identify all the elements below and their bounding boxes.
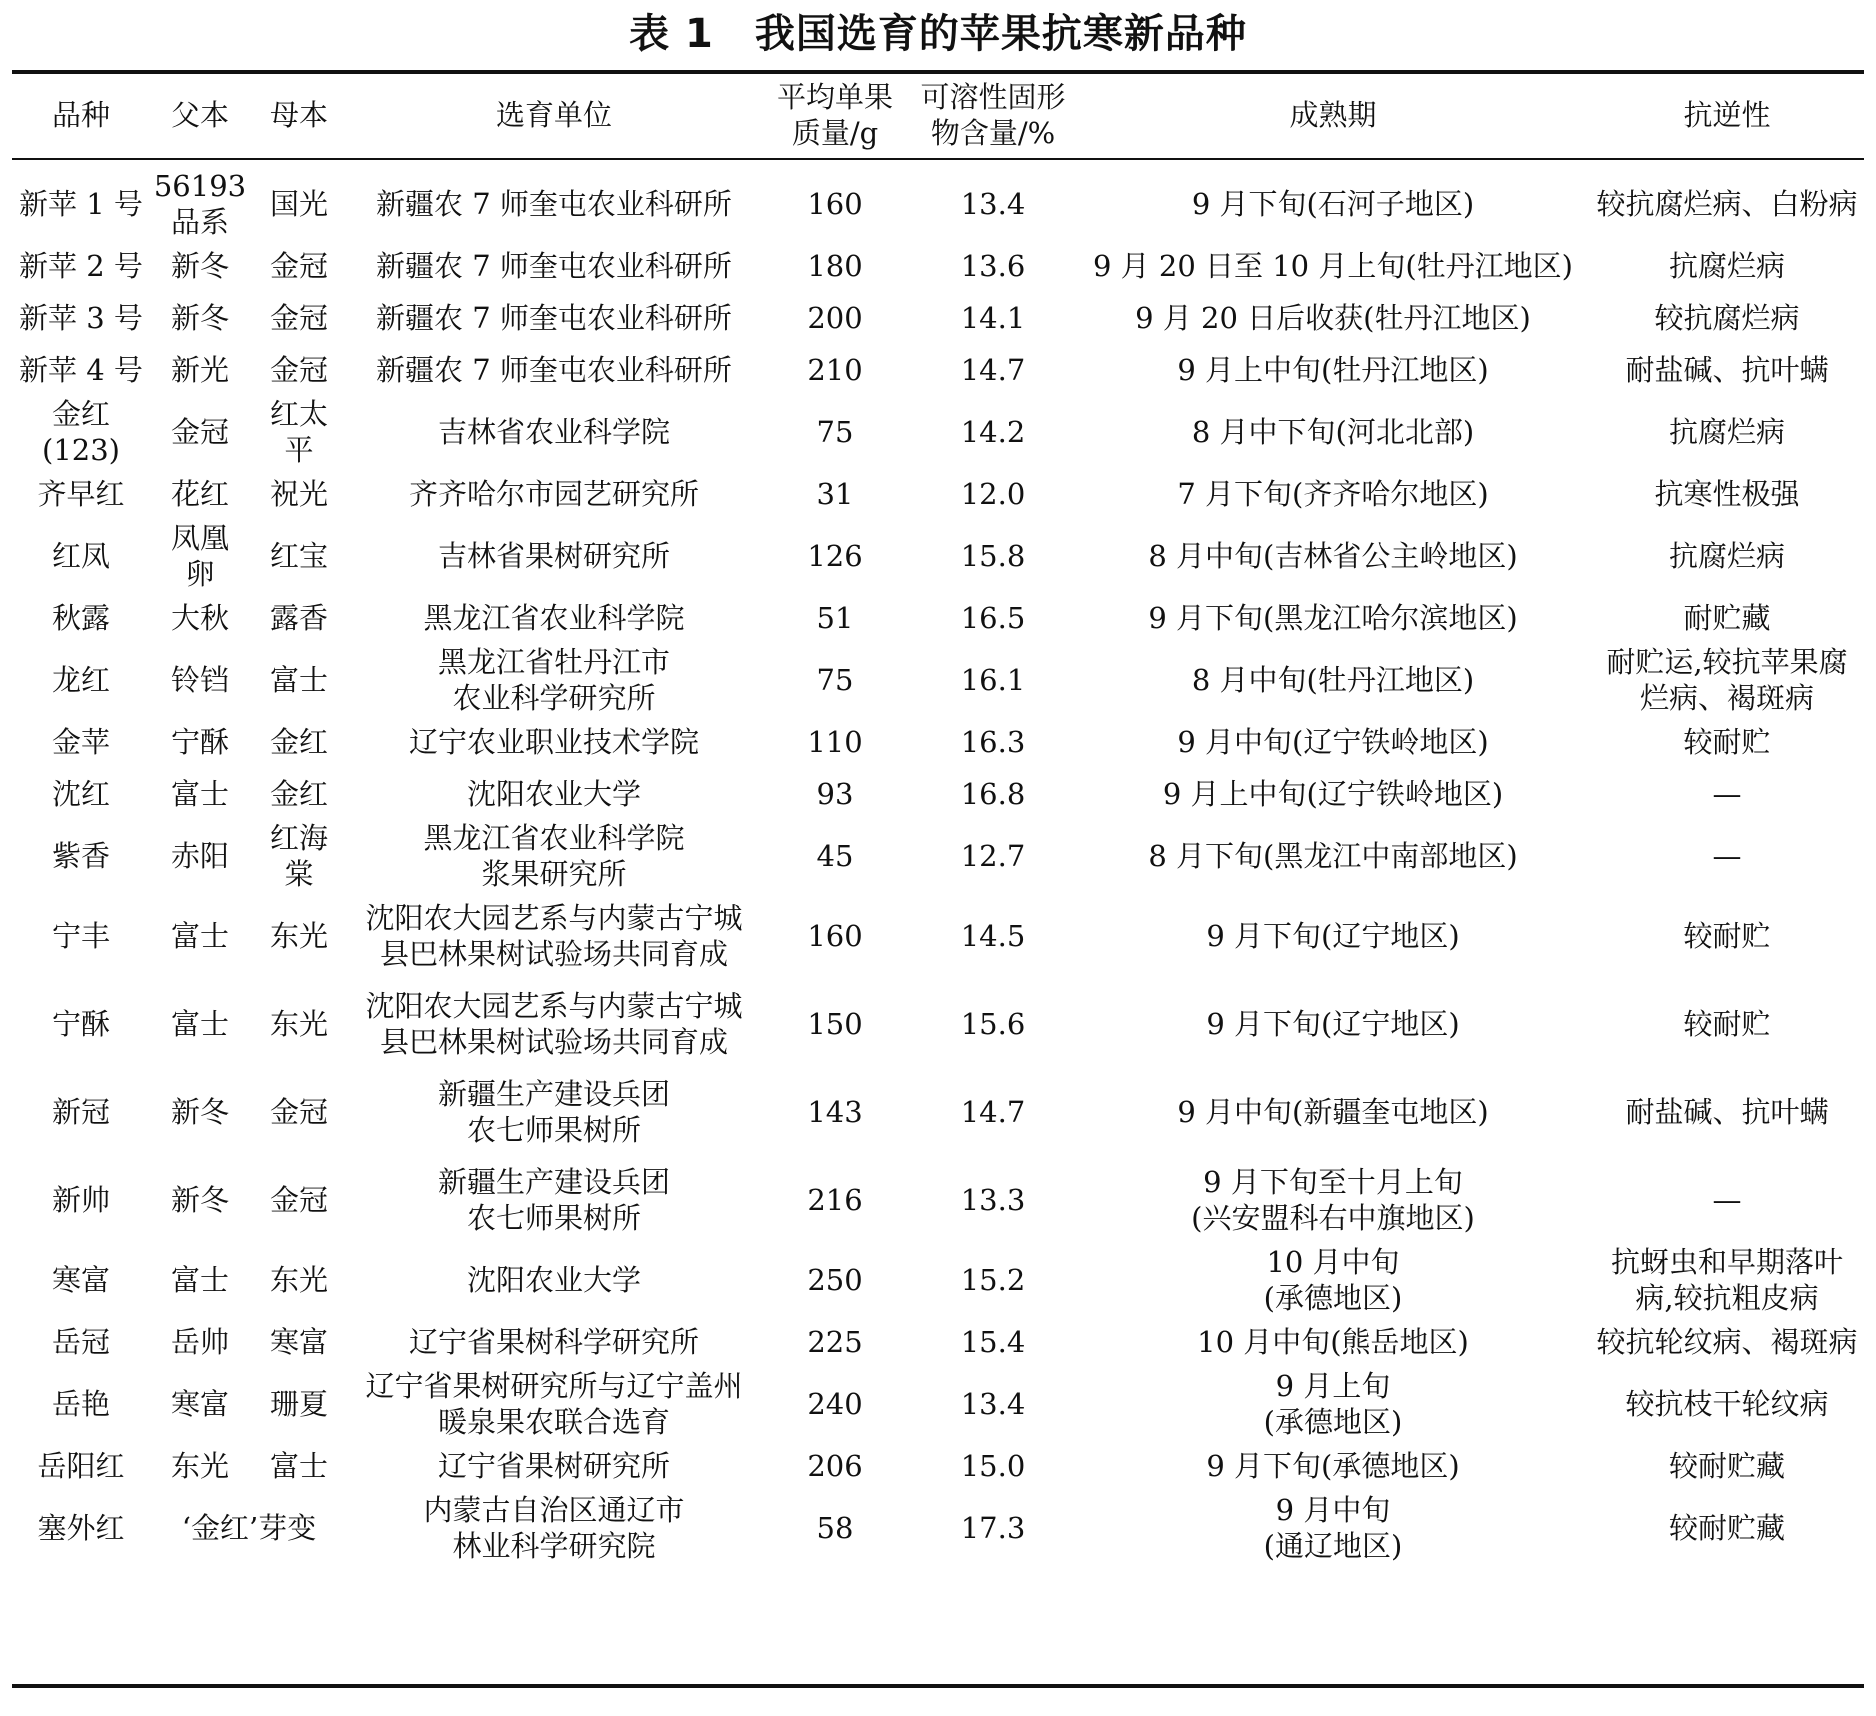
maturity-period-cell: 9 月中旬(辽宁铁岭地区) [1177,725,1489,759]
female-parent-cell: 金红 [269,777,328,811]
avg-fruit-weight-cell: 180 [807,249,863,283]
variety-cell: 新苹 3 号 [19,301,143,335]
variety-cell: 红凤 [51,539,110,573]
avg-fruit-weight-cell: 126 [807,539,863,573]
avg-fruit-weight-cell: 216 [807,1183,863,1217]
table-row [12,396,1864,468]
maturity-period-cell: 8 月下旬(黑龙江中南部地区) [1148,839,1518,873]
avg-fruit-weight-cell: 240 [807,1387,863,1421]
breeding-unit-cell: 吉林省果树研究所 [437,539,670,573]
male-parent-cell: 大秋 [170,601,229,635]
breeding-unit-cell: 辽宁省果树研究所与辽宁盖州 暖泉果农联合选育 [365,1369,743,1439]
male-parent-cell: 赤阳 [170,839,229,873]
female-parent-cell: 寒富 [269,1325,328,1359]
male-parent-cell: 新冬 [170,249,229,283]
header-stress-resistance: 抗逆性 [1683,98,1771,132]
male-parent-cell: 富士 [170,1263,229,1297]
maturity-period-cell: 9 月下旬(承德地区) [1206,1449,1460,1483]
stress-resistance-cell: 抗腐烂病 [1668,249,1785,283]
table-row [12,768,1864,820]
maturity-period-cell: 9 月下旬至十月上旬 (兴安盟科右中旗地区) [1191,1165,1475,1235]
avg-fruit-weight-cell: 51 [816,601,854,635]
maturity-period-cell: 9 月下旬(石河子地区) [1191,187,1475,221]
male-parent-cell: 宁酥 [170,725,229,759]
header-breeding-unit: 选育单位 [495,98,612,132]
female-parent-cell: 金冠 [269,1183,328,1217]
table-header-row [12,72,1864,158]
table-row [12,1368,1864,1440]
soluble-solids-cell: 13.4 [960,1387,1026,1421]
stress-resistance-cell: 较耐贮藏 [1668,1449,1785,1483]
male-parent-cell: 新冬 [170,1095,229,1129]
breeding-unit-cell: 齐齐哈尔市园艺研究所 [408,477,699,511]
soluble-solids-cell: 15.8 [960,539,1026,573]
maturity-period-cell: 7 月下旬(齐齐哈尔地区) [1177,477,1489,511]
male-parent-cell: 寒富 [170,1387,229,1421]
variety-cell: 龙红 [51,663,110,697]
soluble-solids-cell: 15.0 [960,1449,1026,1483]
table-row [12,980,1864,1068]
breeding-unit-cell: 新疆农 7 师奎屯农业科研所 [376,353,732,387]
female-parent-cell: 富士 [269,1449,328,1483]
stress-resistance-cell: 耐贮运,较抗苹果腐 烂病、褐斑病 [1606,645,1848,715]
soluble-solids-cell: 13.3 [960,1183,1026,1217]
variety-cell: 宁丰 [51,919,110,953]
variety-cell: 岳阳红 [37,1449,125,1483]
male-parent-cell: 铃铛 [170,663,229,697]
soluble-solids-cell: 14.2 [960,415,1026,449]
male-parent-cell: 富士 [170,1007,229,1041]
avg-fruit-weight-cell: 58 [816,1511,854,1545]
female-parent-cell: 红宝 [269,539,328,573]
male-parent-cell: 富士 [170,777,229,811]
breeding-unit-cell: 新疆生产建设兵团 农七师果树所 [437,1165,670,1235]
maturity-period-cell: 10 月中旬 (承德地区) [1263,1245,1403,1315]
stress-resistance-cell: 较耐贮 [1683,725,1771,759]
table-row [12,716,1864,768]
female-parent-cell: 金冠 [269,249,328,283]
avg-fruit-weight-cell: 250 [807,1263,863,1297]
variety-cell: 岳艳 [51,1387,110,1421]
breeding-unit-cell: 新疆农 7 师奎屯农业科研所 [376,301,732,335]
stress-resistance-cell: 抗腐烂病 [1668,415,1785,449]
breeding-unit-cell: 黑龙江省农业科学院 [423,601,685,635]
male-parent-cell: 岳帅 [170,1325,229,1359]
header-female-parent: 母本 [269,98,328,132]
male-parent-cell: 新光 [170,353,229,387]
stress-resistance-cell: — [1712,839,1742,873]
avg-fruit-weight-cell: 75 [816,415,854,449]
male-parent-cell: 东光 [170,1449,229,1483]
stress-resistance-cell: 较抗轮纹病、褐斑病 [1596,1325,1858,1359]
table-row [12,1440,1864,1492]
maturity-period-cell: 9 月下旬(辽宁地区) [1206,1007,1460,1041]
header-variety: 品种 [51,98,110,132]
table-row [12,592,1864,644]
male-parent-cell: 花红 [170,477,229,511]
stress-resistance-cell: 较抗腐烂病、白粉病 [1596,187,1858,221]
female-parent-cell: 红海 棠 [269,821,328,891]
maturity-period-cell: 8 月中旬(牡丹江地区) [1191,663,1475,697]
soluble-solids-cell: 16.5 [960,601,1026,635]
female-parent-cell: 东光 [269,1263,328,1297]
maturity-period-cell: 9 月中旬 (通辽地区) [1263,1493,1403,1563]
male-parent-cell: 56193 品系 [153,169,247,239]
female-parent-cell: 金冠 [269,353,328,387]
stress-resistance-cell: 耐盐碱、抗叶螨 [1625,353,1829,387]
avg-fruit-weight-cell: 206 [807,1449,863,1483]
stress-resistance-cell: 较耐贮 [1683,1007,1771,1041]
header-avg-fruit-weight: 平均单果 质量/g [776,80,893,150]
table-row [12,344,1864,396]
female-parent-cell: 富士 [269,663,328,697]
stress-resistance-cell: 耐盐碱、抗叶螨 [1625,1095,1829,1129]
table-row [12,240,1864,292]
bottom-rule [12,1684,1864,1688]
stress-resistance-cell: 较耐贮藏 [1668,1511,1785,1545]
avg-fruit-weight-cell: 210 [807,353,863,387]
variety-cell: 金红 (123) [42,397,120,467]
male-parent-cell: 新冬 [170,301,229,335]
soluble-solids-cell: 13.4 [960,187,1026,221]
stress-resistance-cell: 抗蚜虫和早期落叶 病,较抗粗皮病 [1610,1245,1843,1315]
variety-cell: 新苹 4 号 [19,353,143,387]
avg-fruit-weight-cell: 93 [816,777,854,811]
stress-resistance-cell: — [1712,777,1742,811]
soluble-solids-cell: 14.7 [960,353,1026,387]
table-body [12,158,1864,1564]
soluble-solids-cell: 14.5 [960,919,1026,953]
maturity-period-cell: 8 月中旬(吉林省公主岭地区) [1148,539,1518,573]
breeding-unit-cell: 黑龙江省牡丹江市 农业科学研究所 [437,645,670,715]
table-row [12,1068,1864,1156]
avg-fruit-weight-cell: 75 [816,663,854,697]
variety-cell: 齐早红 [37,477,125,511]
soluble-solids-cell: 16.8 [960,777,1026,811]
stress-resistance-cell: — [1712,1183,1742,1217]
soluble-solids-cell: 15.4 [960,1325,1026,1359]
breeding-unit-cell: 辽宁农业职业技术学院 [408,725,699,759]
maturity-period-cell: 8 月中下旬(河北北部) [1191,415,1475,449]
variety-cell: 新苹 1 号 [19,187,143,221]
female-parent-cell: 露香 [269,601,328,635]
maturity-period-cell: 9 月中旬(新疆奎屯地区) [1177,1095,1489,1129]
variety-cell: 秋露 [51,601,110,635]
stress-resistance-cell: 较抗腐烂病 [1654,301,1800,335]
apple-varieties-table [12,72,1864,1564]
stress-resistance-cell: 抗寒性极强 [1654,477,1800,511]
soluble-solids-cell: 15.2 [960,1263,1026,1297]
stress-resistance-cell: 抗腐烂病 [1668,539,1785,573]
breeding-unit-cell: 辽宁省果树研究所 [437,1449,670,1483]
variety-cell: 寒富 [51,1263,110,1297]
soluble-solids-cell: 12.7 [960,839,1026,873]
stress-resistance-cell: 较抗枝干轮纹病 [1625,1387,1829,1421]
header-male-parent: 父本 [170,98,229,132]
male-parent-cell: 凤凰 卵 [170,521,229,591]
table-title: 表 1 我国选育的苹果抗寒新品种 [629,11,1247,57]
maturity-period-cell: 9 月下旬(黑龙江哈尔滨地区) [1148,601,1518,635]
breeding-unit-cell: 吉林省农业科学院 [437,415,670,449]
table-row [12,1492,1864,1564]
header-maturity-period: 成熟期 [1289,98,1377,132]
female-parent-cell: 国光 [269,187,328,221]
table-row [12,520,1864,592]
soluble-solids-cell: 12.0 [960,477,1026,511]
variety-cell: 塞外红 [37,1511,125,1545]
avg-fruit-weight-cell: 160 [807,919,863,953]
variety-cell: 宁酥 [51,1007,110,1041]
female-parent-cell: 金冠 [269,1095,328,1129]
female-parent-cell: 东光 [269,919,328,953]
avg-fruit-weight-cell: 225 [807,1325,863,1359]
female-parent-cell: 金冠 [269,301,328,335]
table-row [12,468,1864,520]
table-row [12,158,1864,240]
female-parent-cell: 红太 平 [269,397,328,467]
breeding-unit-cell: 沈阳农业大学 [466,777,641,811]
female-parent-cell: 金红 [269,725,328,759]
variety-cell: 新冠 [51,1095,110,1129]
maturity-period-cell: 9 月下旬(辽宁地区) [1206,919,1460,953]
male-parent-cell: ‘金红’芽变 [181,1511,317,1545]
avg-fruit-weight-cell: 150 [807,1007,863,1041]
breeding-unit-cell: 沈阳农业大学 [466,1263,641,1297]
maturity-period-cell: 9 月 20 日后收获(牡丹江地区) [1135,301,1531,335]
breeding-unit-cell: 沈阳农大园艺系与内蒙古宁城 县巴林果树试验场共同育成 [365,901,743,971]
maturity-period-cell: 9 月上中旬(辽宁铁岭地区) [1162,777,1504,811]
table-row [12,820,1864,892]
variety-cell: 新苹 2 号 [19,249,143,283]
female-parent-cell: 祝光 [269,477,328,511]
female-parent-cell: 东光 [269,1007,328,1041]
table-row [12,892,1864,980]
breeding-unit-cell: 新疆农 7 师奎屯农业科研所 [376,249,732,283]
variety-cell: 岳冠 [51,1325,110,1359]
table-row [12,644,1864,716]
variety-cell: 沈红 [51,777,110,811]
table-row [12,1156,1864,1244]
breeding-unit-cell: 新疆农 7 师奎屯农业科研所 [376,187,732,221]
avg-fruit-weight-cell: 143 [807,1095,863,1129]
soluble-solids-cell: 16.1 [960,663,1026,697]
maturity-period-cell: 9 月上旬 (承德地区) [1263,1369,1403,1439]
breeding-unit-cell: 内蒙古自治区通辽市 林业科学研究院 [423,1493,685,1563]
soluble-solids-cell: 14.1 [960,301,1026,335]
soluble-solids-cell: 16.3 [960,725,1026,759]
soluble-solids-cell: 15.6 [960,1007,1026,1041]
breeding-unit-cell: 新疆生产建设兵团 农七师果树所 [437,1077,670,1147]
variety-cell: 金苹 [51,725,110,759]
male-parent-cell: 金冠 [170,415,229,449]
table-row [12,1316,1864,1368]
maturity-period-cell: 9 月 20 日至 10 月上旬(牡丹江地区) [1093,249,1573,283]
stress-resistance-cell: 较耐贮 [1683,919,1771,953]
male-parent-cell: 富士 [170,919,229,953]
avg-fruit-weight-cell: 110 [807,725,863,759]
variety-cell: 新帅 [51,1183,110,1217]
avg-fruit-weight-cell: 200 [807,301,863,335]
avg-fruit-weight-cell: 31 [816,477,854,511]
avg-fruit-weight-cell: 45 [816,839,854,873]
breeding-unit-cell: 黑龙江省农业科学院 浆果研究所 [423,821,685,891]
female-parent-cell: 珊夏 [269,1387,328,1421]
breeding-unit-cell: 沈阳农大园艺系与内蒙古宁城 县巴林果树试验场共同育成 [365,989,743,1059]
soluble-solids-cell: 14.7 [960,1095,1026,1129]
male-parent-cell: 新冬 [170,1183,229,1217]
stress-resistance-cell: 耐贮藏 [1683,601,1771,635]
avg-fruit-weight-cell: 160 [807,187,863,221]
table-row [12,1244,1864,1316]
maturity-period-cell: 9 月上中旬(牡丹江地区) [1177,353,1489,387]
variety-cell: 紫香 [51,839,110,873]
breeding-unit-cell: 辽宁省果树科学研究所 [408,1325,699,1359]
header-soluble-solids: 可溶性固形 物含量/% [920,80,1066,150]
table-row [12,292,1864,344]
maturity-period-cell: 10 月中旬(熊岳地区) [1197,1325,1469,1359]
soluble-solids-cell: 13.6 [960,249,1026,283]
soluble-solids-cell: 17.3 [960,1511,1026,1545]
